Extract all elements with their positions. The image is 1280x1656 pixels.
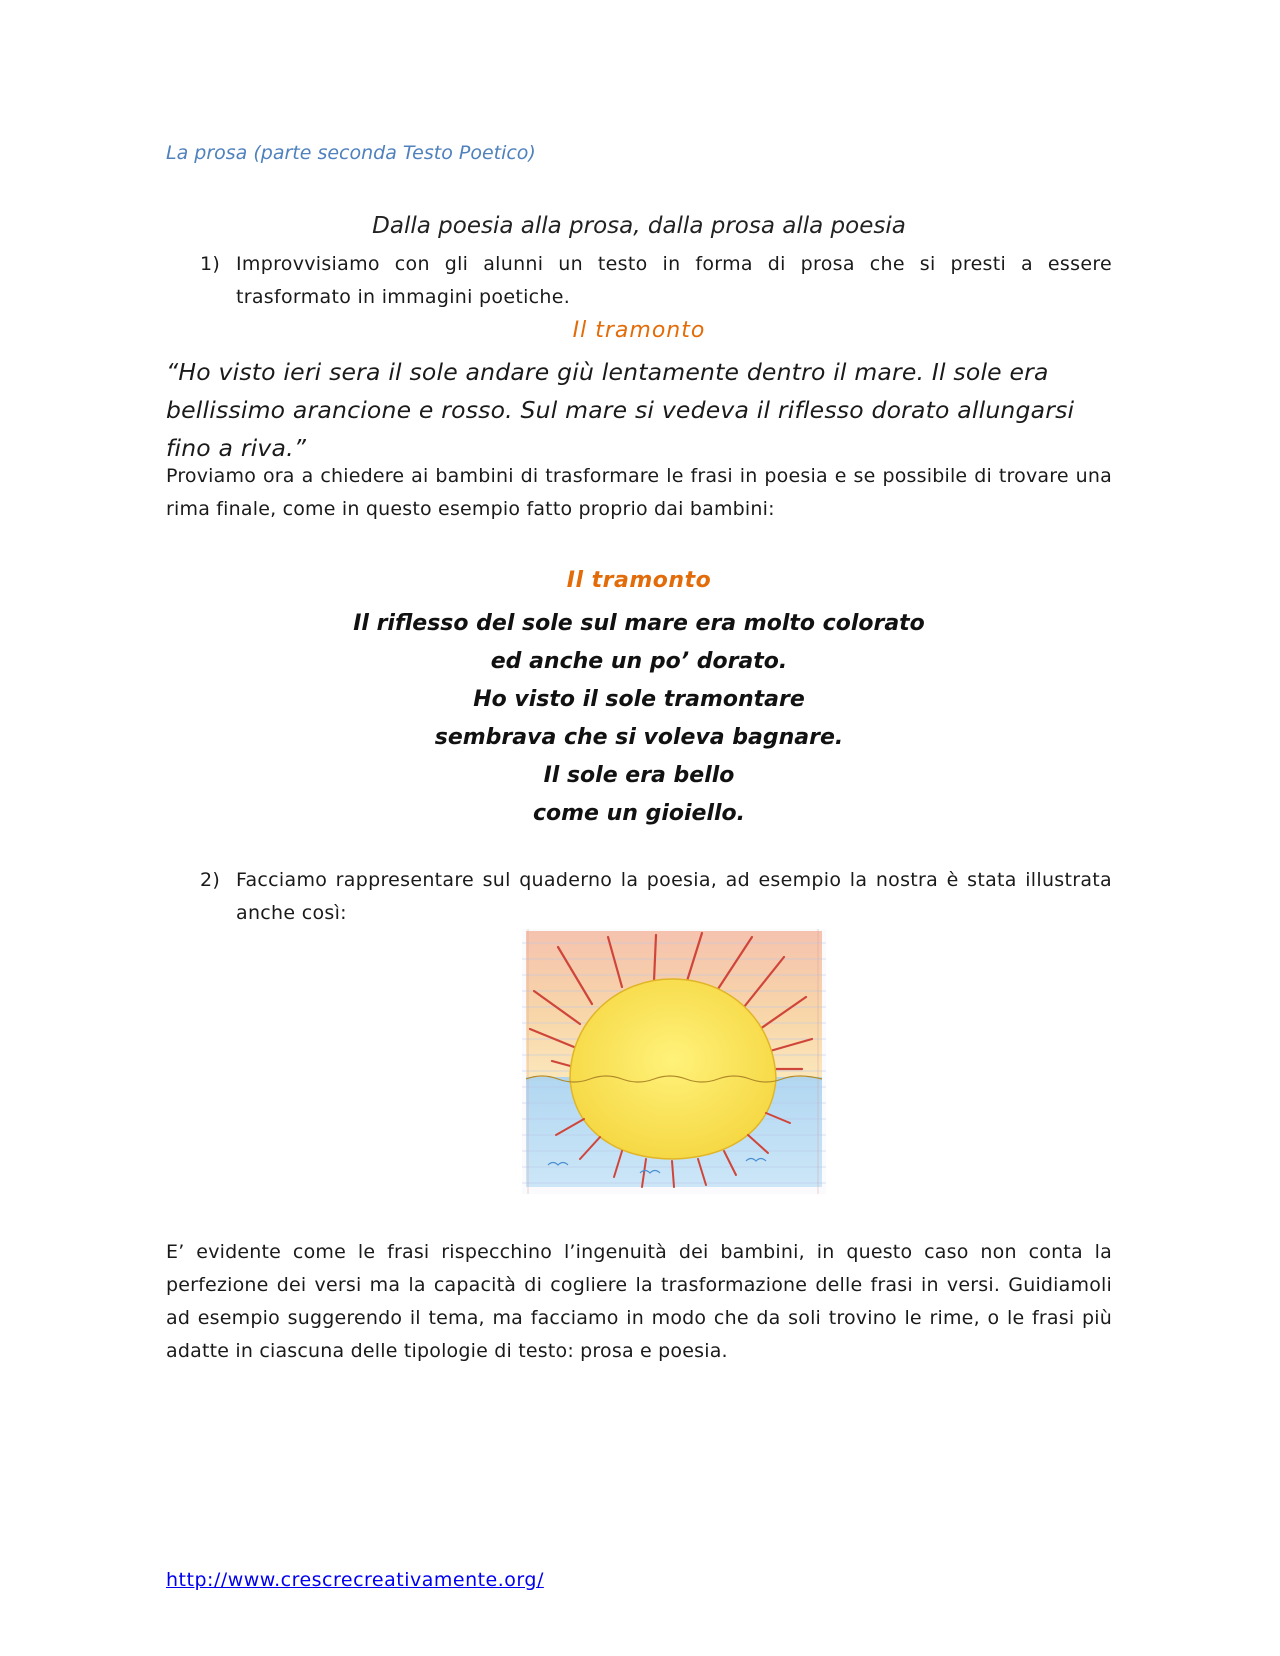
poem — [166, 605, 1112, 833]
sunset-drawing — [522, 929, 826, 1194]
poem-title: Il tramonto — [566, 568, 712, 593]
poem-line: Ho visto il sole tramontare — [473, 687, 805, 712]
step-2-number: 2) — [200, 869, 221, 891]
prose-title: Il tramonto — [572, 318, 706, 343]
poem-line: Il riflesso del sole sul mare era molto colorato — [353, 611, 925, 636]
step-2-text: Facciamo rappresentare sul quaderno la poesia, ad esempio la nostra è stata illustrata anche così: — [236, 869, 1112, 924]
paragraph-2: E’ evidente come le frasi rispecchino l’ingenuità dei bambini, in questo caso non conta la perfezione dei versi ma la capacità di cogliere la trasformazione delle frasi in versi. Guidiamoli ad esempio suggerendo il tema, ma facciamo in modo che da soli trovino le rime, o le frasi più adatte in ciascuna delle tipologie di testo: prosa e poesia. — [166, 1241, 1112, 1362]
poem-line: come un gioiello. — [532, 801, 746, 826]
step-2 — [166, 864, 1112, 930]
step-1-number: 1) — [200, 253, 221, 275]
page-title: Dalla poesia alla prosa, dalla prosa alla poesia — [372, 213, 906, 239]
paragraph-1: Proviamo ora a chiedere ai bambini di trasformare le frasi in poesia e se possibile di trovare una rima finale, come in questo esempio fatto proprio dai bambini: — [166, 465, 1112, 520]
footer-link[interactable]: http://www.crescrecreativamente.org/ — [166, 1569, 544, 1591]
poem-line: ed anche un po’ dorato. — [490, 649, 788, 674]
section-header: La prosa (parte seconda Testo Poetico) — [166, 142, 536, 164]
step-1 — [166, 248, 1112, 314]
poem-line: Il sole era bello — [543, 763, 735, 788]
step-1-text: Improvvisiamo con gli alunni un testo in forma di prosa che si presti a essere trasformato in immagini poetiche. — [236, 253, 1112, 308]
prose-text: “Ho visto ieri sera il sole andare giù lentamente dentro il mare. Il sole era bellissimo arancione e rosso. Sul mare si vedeva il riflesso dorato allungarsi fino a riva.” — [166, 358, 1075, 462]
poem-line: sembrava che si voleva bagnare. — [434, 725, 844, 750]
